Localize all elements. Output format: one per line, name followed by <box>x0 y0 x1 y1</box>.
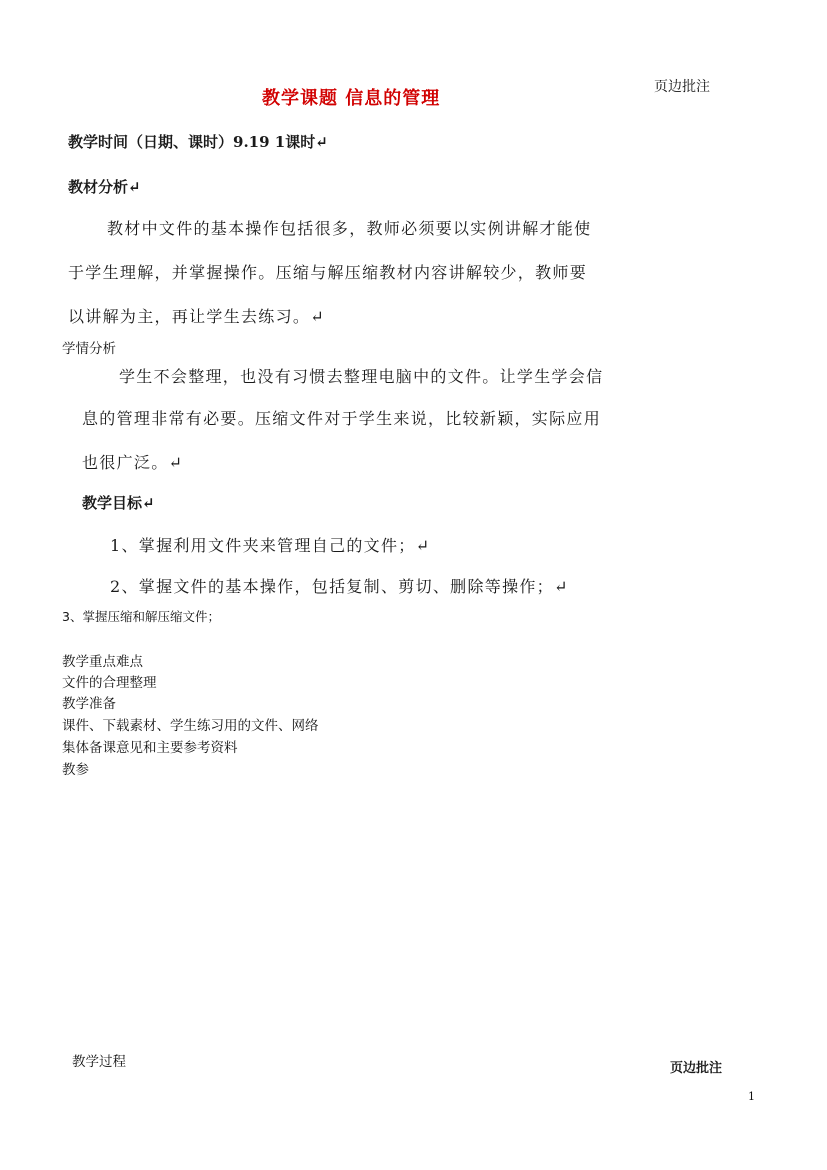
margin-note-label-top: 页边批注 <box>654 79 710 95</box>
references-heading: 集体备课意见和主要参考资料 <box>62 740 238 756</box>
key-points-heading: 教学重点难点 <box>62 654 143 670</box>
objective-item-1: 1、掌握利用文件夹来管理自己的文件；↵ <box>110 536 431 555</box>
margin-note-label-bottom: 页边批注 <box>670 1061 723 1076</box>
teaching-time: 教学时间（日期、课时）9.19 1课时↵ <box>68 133 328 151</box>
material-analysis-line-2: 于学生理解，并掌握操作。压缩与解压缩教材内容讲解较少，教师要 <box>68 263 588 282</box>
objective-item-2: 2、掌握文件的基本操作，包括复制、剪切、删除等操作；↵ <box>110 577 569 596</box>
material-analysis-heading: 教材分析↵ <box>68 178 141 196</box>
student-analysis-line-3: 也很广泛。↵ <box>82 453 184 472</box>
objectives-heading: 教学目标↵ <box>82 494 155 512</box>
page-number: 1 <box>748 1090 755 1103</box>
page-title: 教学课题 信息的管理 <box>262 88 441 109</box>
preparation-heading: 教学准备 <box>62 696 116 712</box>
material-analysis-line-3: 以讲解为主，再让学生去练习。↵ <box>68 307 325 326</box>
student-analysis-line-2: 息的管理非常有必要。压缩文件对于学生来说，比较新颖，实际应用 <box>82 409 602 428</box>
material-analysis-line-1: 教材中文件的基本操作包括很多，教师必须要以实例讲解才能使 <box>107 219 592 238</box>
process-heading: 教学过程 <box>72 1054 126 1070</box>
student-analysis-line-1: 学生不会整理，也没有习惯去整理电脑中的文件。让学生学会信 <box>119 367 604 386</box>
objective-item-3: 3、掌握压缩和解压缩文件； <box>62 609 220 624</box>
student-analysis-heading: 学情分析 <box>62 341 116 357</box>
references-content: 教参 <box>62 762 89 778</box>
preparation-content: 课件、下载素材、学生练习用的文件、网络 <box>62 718 319 734</box>
key-points-content: 文件的合理整理 <box>62 675 157 691</box>
